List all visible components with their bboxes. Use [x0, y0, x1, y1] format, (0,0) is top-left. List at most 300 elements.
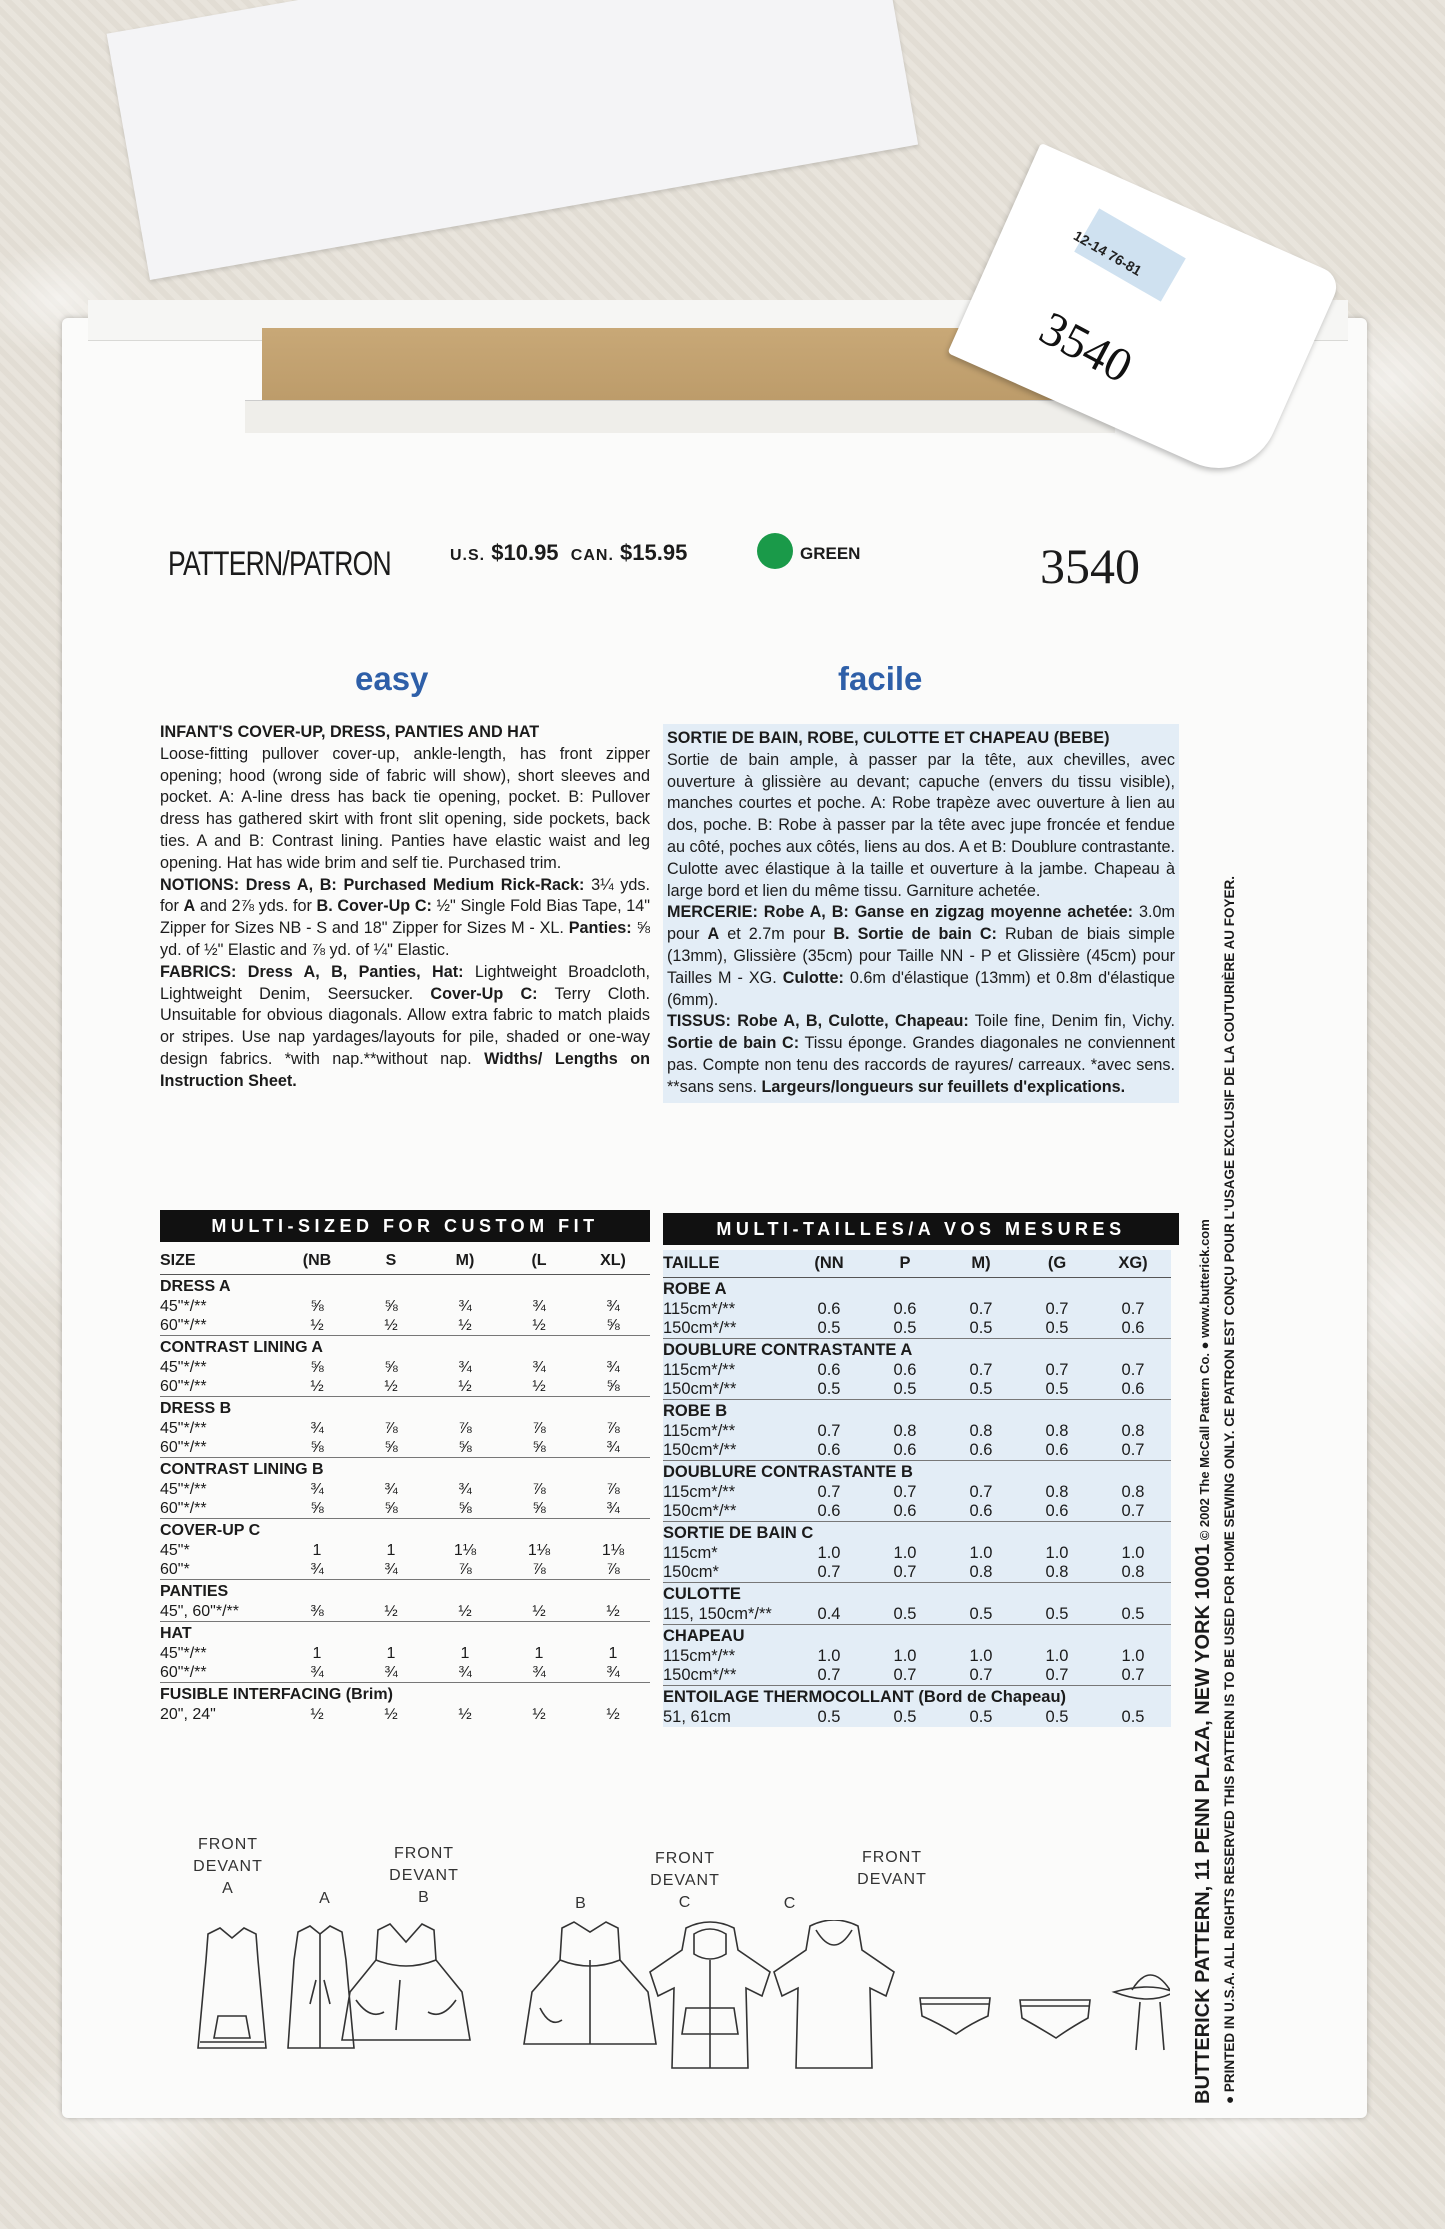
table-header-row	[663, 1250, 1171, 1278]
table-row-label: 60"*/**	[160, 1439, 207, 1456]
table-row-label: 150cm*/**	[663, 1666, 737, 1684]
table-cell: ⅝	[384, 1298, 398, 1315]
size-tag-sizes: 12-14 76-81	[1071, 227, 1145, 279]
label-front-c	[645, 1848, 725, 1914]
notions-label: NOTIONS: Dress A, B: Purchased Medium Rick-Rack:	[160, 875, 585, 894]
table-cell: 0.5	[817, 1380, 841, 1398]
pattern-label: PATTERN/PATRON	[168, 545, 391, 583]
english-notions	[160, 875, 650, 962]
table-cell: 0.6	[1045, 1441, 1069, 1459]
table-row-label: 115, 150cm*/**	[663, 1605, 772, 1623]
table-cell: 1⅛	[527, 1542, 551, 1559]
dress-a-front-sketch	[198, 1928, 266, 2048]
table-cell: 0.6	[817, 1441, 841, 1459]
table-cell: ⅞	[384, 1420, 398, 1437]
table-row-label: 60"*/**	[160, 1500, 207, 1517]
table-row-label: 115cm*/**	[663, 1300, 736, 1318]
table-cell: 1.0	[893, 1544, 917, 1562]
table-row-label: 45", 60"*/**	[160, 1603, 239, 1620]
table-cell: 0.8	[1045, 1563, 1069, 1581]
table-cell: ⅞	[532, 1561, 546, 1578]
table-row-label: 60"*/**	[160, 1378, 207, 1395]
pattern-number: 3540	[1040, 538, 1140, 594]
table-section-name: DRESS B	[160, 1397, 650, 1420]
notions-text-1: 3¼ yds. for	[160, 875, 650, 916]
table-row	[663, 1647, 1171, 1666]
table-cell: 1	[460, 1645, 470, 1662]
table-row	[663, 1422, 1171, 1441]
table-cell: ¾	[532, 1359, 546, 1376]
table-section-row	[160, 1336, 650, 1359]
table-cell: ¾	[606, 1359, 620, 1376]
table-section-name: PANTIES	[160, 1580, 650, 1603]
table-header-cell: SIZE	[160, 1247, 280, 1275]
table-cell: ½	[532, 1378, 546, 1395]
table-cell: 0.5	[1121, 1605, 1145, 1623]
table-row-label: 150cm*/**	[663, 1502, 737, 1520]
table-section-row	[160, 1458, 650, 1481]
table-cell: 1⅛	[453, 1542, 477, 1559]
french-mercerie	[667, 902, 1175, 1011]
table-row	[663, 1380, 1171, 1400]
table-header-cell: M)	[428, 1247, 502, 1275]
table-row	[663, 1605, 1171, 1625]
table-cell: ⅝	[310, 1500, 324, 1517]
mercerie-text-4: 0.6m d'élastique (13mm) et 0.8m d'élastique (6mm).	[667, 968, 1175, 1009]
table-cell: ¾	[606, 1439, 620, 1456]
table-cell: ⅝	[310, 1439, 324, 1456]
label-front-panties-fr: DEVANT	[857, 1871, 927, 1888]
hat-sketch	[1114, 1975, 1170, 2050]
table-cell: 0.8	[1121, 1563, 1145, 1581]
table-row-label: 51, 61cm	[663, 1708, 731, 1726]
table-cell: 1⅛	[601, 1542, 625, 1559]
table-row-label: 115cm*/**	[663, 1647, 736, 1665]
table-row-label: 60"*/**	[160, 1664, 207, 1681]
mercerie-text-3: Ruban de biais simple (13mm), Glissière (35cm) pour Taille NN - P et Glissière (45cm) pour Tailles M - XG.	[667, 925, 1175, 987]
table-row	[160, 1438, 650, 1458]
size-tag-number: 3540	[1031, 301, 1141, 394]
table-row-label: 45"*/**	[160, 1420, 207, 1437]
table-row-label: 115cm*/**	[663, 1361, 736, 1379]
table-cell: 0.8	[1045, 1483, 1069, 1501]
table-cell: ⅞	[458, 1561, 472, 1578]
table-cell: 0.5	[893, 1319, 917, 1337]
table-header-cell: (NN	[791, 1250, 867, 1278]
copyright-line: © 2002 The McCall Pattern Co. ● www.butterick.com	[1197, 1219, 1212, 1544]
table-cell: ¾	[310, 1481, 324, 1498]
table-cell: 0.6	[1121, 1319, 1145, 1337]
garment-sketches	[170, 1920, 1170, 2070]
notions-c-label: Cover-Up C:	[332, 897, 432, 916]
table-section-name: CHAPEAU	[663, 1625, 1171, 1648]
fabrics-c-label: Cover-Up C:	[430, 984, 538, 1003]
table-cell: ¾	[606, 1500, 620, 1517]
table-row	[663, 1563, 1171, 1583]
table-cell: 0.5	[1045, 1380, 1069, 1398]
table-cell: 0.6	[1045, 1502, 1069, 1520]
table-cell: ⅞	[606, 1481, 620, 1498]
mercerie-label: MERCERIE: Robe A, B: Ganse en zigzag moyenne achetée:	[667, 903, 1134, 922]
table-cell: 0.7	[969, 1361, 993, 1379]
can-label: CAN.	[570, 547, 614, 564]
us-price: $10.95	[491, 540, 559, 565]
mercerie-view-b: B.	[833, 925, 850, 944]
label-back-a: A	[319, 1890, 331, 1907]
tissus-text-2: Tissu éponge. Grandes diagonales ne conviennent pas. Compte non tenu des raccords de rayures/ carreaux. *avec sens. **sans sens.	[667, 1034, 1175, 1096]
table-header-cell: XL)	[576, 1247, 650, 1275]
mercerie-text-2: et 2.7m pour	[719, 925, 834, 944]
tissus-c-label: Sortie de bain C:	[667, 1034, 800, 1053]
table-cell: ¾	[532, 1298, 546, 1315]
table-cell: 0.7	[1045, 1361, 1069, 1379]
label-back-b: B	[575, 1895, 587, 1912]
label-front-panties-en: FRONT	[861, 1849, 923, 1866]
mercerie-view-a: A	[707, 925, 720, 944]
table-cell: ⅝	[458, 1500, 472, 1517]
legal-notice: ● PRINTED IN U.S.A. ALL RIGHTS RESERVED THIS PATTERN IS TO BE USED FOR HOME SEWING ONLY. CE PATRON EST CONÇU POUR L'USAGE EXCLUSIF DE LA COUTURIÈRE AU FOYER.	[1222, 876, 1237, 2104]
table-cell: 0.7	[817, 1422, 841, 1440]
dress-b-back-sketch	[524, 1922, 656, 2044]
table-row-label: 45"*	[160, 1542, 190, 1559]
table-cell: 0.7	[1121, 1502, 1145, 1520]
english-table	[160, 1247, 650, 1724]
table-section-row	[663, 1583, 1171, 1606]
table-cell: ⅝	[606, 1317, 620, 1334]
table-row-label: 60"*/**	[160, 1317, 207, 1334]
tissus-text-1: Toile fine, Denim fin, Vichy.	[968, 1012, 1175, 1031]
table-cell: 0.5	[969, 1708, 993, 1726]
table-row	[160, 1499, 650, 1519]
fabrics-end: Widths/ Lengths on Instruction Sheet.	[160, 1049, 650, 1090]
french-tissus	[667, 1011, 1175, 1098]
english-body: Loose-fitting pullover cover-up, ankle-length, has front zipper opening; hood (wrong side of fabric will show), short sleeves and pocket. A: A-line dress has back tie opening, pocket. B: Pullover dress has gathered skirt with front slit opening, side pockets, back ties. A and B: Contrast lining. Panties have elastic waist and leg opening. Hat has wide brim and self tie. Purchased trim.	[160, 744, 650, 872]
table-section-row	[160, 1519, 650, 1542]
table-cell: ¾	[384, 1664, 398, 1681]
table-header-cell: P	[867, 1250, 943, 1278]
table-cell: ⅝	[310, 1359, 324, 1376]
table-cell: 0.6	[893, 1441, 917, 1459]
label-front-c-en: FRONT	[654, 1850, 716, 1867]
table-row	[160, 1644, 650, 1663]
table-section-row	[663, 1522, 1171, 1545]
table-cell: ¾	[532, 1664, 546, 1681]
french-body: Sortie de bain ample, à passer par la tête, aux chevilles, avec ouverture à glissière au devant; capuche (envers du tissu visible), manches courtes et poche. A: Robe trapèze avec ouverture à lien au dos, poche. B: Robe à passer par la tête avec jupe froncée et fendue au côté, poches aux côtés, liens au dos. A et B: Doublure contrastante. Culotte avec élastique à la taille et ouverture à la jambe. Chapeau à large bord et lien du même tissu. Garniture achetée.	[667, 750, 1175, 900]
table-cell: 0.6	[817, 1361, 841, 1379]
table-cell: 0.8	[969, 1422, 993, 1440]
tissus-label: TISSUS: Robe A, B, Culotte, Chapeau:	[667, 1012, 969, 1031]
table-row-label: 115cm*/**	[663, 1483, 736, 1501]
table-cell: ½	[458, 1706, 472, 1723]
table-section-name: DRESS A	[160, 1277, 231, 1295]
fabrics-label: FABRICS: Dress A, B, Panties, Hat:	[160, 962, 464, 981]
table-cell: 0.7	[1121, 1361, 1145, 1379]
table-row	[160, 1316, 650, 1336]
panties-back-sketch	[1020, 2000, 1090, 2038]
heading-easy: easy	[355, 660, 429, 697]
table-cell: 0.6	[969, 1502, 993, 1520]
table-cell: 0.6	[817, 1502, 841, 1520]
insert-sheet	[245, 400, 1115, 433]
table-cell: ¾	[458, 1359, 472, 1376]
table-cell: 0.5	[1045, 1319, 1069, 1337]
table-cell: ½	[310, 1317, 324, 1334]
table-cell: 1.0	[817, 1544, 841, 1562]
table-cell: ⅞	[606, 1561, 620, 1578]
table-cell: 0.5	[969, 1380, 993, 1398]
table-section-name: CONTRAST LINING A	[160, 1336, 650, 1359]
table-cell: 0.7	[969, 1300, 993, 1318]
table-cell: ¾	[606, 1298, 620, 1315]
color-dot-icon	[757, 533, 793, 569]
cover-up-c-back-sketch	[774, 1920, 894, 2068]
table-cell: ⅝	[384, 1500, 398, 1517]
table-cell: 1.0	[1045, 1647, 1069, 1665]
table-cell: 0.5	[817, 1708, 841, 1726]
publisher-address	[1192, 1219, 1215, 2104]
color-label: GREEN	[800, 544, 861, 563]
english-table-banner: MULTI-SIZED FOR CUSTOM FIT	[160, 1210, 650, 1242]
table-header-cell: (NB	[280, 1247, 354, 1275]
table-section-name: ENTOILAGE THERMOCOLLANT (Bord de Chapeau)	[663, 1686, 1171, 1709]
table-cell: 0.8	[1045, 1422, 1069, 1440]
table-section-row	[663, 1278, 1171, 1301]
table-section-name: FUSIBLE INTERFACING (Brim)	[160, 1683, 650, 1706]
table-cell: ½	[458, 1603, 472, 1620]
table-row	[160, 1358, 650, 1377]
table-row-label: 45"*/**	[160, 1298, 207, 1315]
table-cell: 0.6	[893, 1361, 917, 1379]
table-cell: ½	[606, 1706, 620, 1723]
table-row	[663, 1361, 1171, 1380]
notions-text-4: ⅝ yd. of ½" Elastic and ⅞ yd. of ¼" Elastic.	[160, 919, 650, 959]
label-front-b-view: B	[418, 1889, 430, 1906]
table-row-label: 150cm*/**	[663, 1441, 737, 1459]
table-cell: 1	[312, 1542, 322, 1559]
table-section-row	[160, 1275, 650, 1298]
table-cell: ½	[310, 1706, 324, 1723]
table-row	[663, 1544, 1171, 1563]
table-header-cell: TAILLE	[663, 1250, 791, 1278]
table-cell: ⅝	[384, 1439, 398, 1456]
table-cell: 0.5	[1045, 1708, 1069, 1726]
tissus-end: Largeurs/longueurs sur feuillets d'explications.	[761, 1077, 1126, 1096]
label-front-b-en: FRONT	[393, 1845, 455, 1862]
table-cell: 0.5	[969, 1319, 993, 1337]
label-front-c-fr: DEVANT	[650, 1872, 720, 1889]
label-back-c: C	[783, 1895, 797, 1912]
table-header-cell: (G	[1019, 1250, 1095, 1278]
table-cell: 1.0	[817, 1647, 841, 1665]
table-header-cell: (L	[502, 1247, 576, 1275]
table-cell: 0.7	[817, 1666, 841, 1684]
table-row-label: 150cm*/**	[663, 1319, 737, 1337]
notions-view-b: B.	[316, 897, 333, 916]
table-cell: 1	[312, 1645, 322, 1662]
table-header-cell: M)	[943, 1250, 1019, 1278]
label-front-b	[384, 1843, 464, 1909]
table-header-row	[160, 1247, 650, 1275]
table-header-cell: S	[354, 1247, 428, 1275]
table-section-name: CONTRAST LINING B	[160, 1458, 650, 1481]
fabrics-text-2: Terry Cloth. Unsuitable for obvious diagonals. Allow extra fabric to match plaids or stripes. Use nap yardages/layouts for pile, shaded or one-way design fabrics. *with nap.**without nap.	[160, 984, 651, 1068]
table-row	[160, 1560, 650, 1580]
table-cell: 0.5	[893, 1708, 917, 1726]
table-cell: 0.7	[817, 1483, 841, 1501]
table-cell: ¾	[458, 1664, 472, 1681]
table-row	[160, 1663, 650, 1683]
can-price: $15.95	[620, 540, 688, 565]
table-row-label: 60"*	[160, 1561, 190, 1578]
french-table	[663, 1250, 1171, 1727]
table-cell: ½	[310, 1378, 324, 1395]
table-row	[160, 1541, 650, 1560]
table-row-label: 115cm*	[663, 1544, 718, 1562]
table-cell: 1.0	[1045, 1544, 1069, 1562]
heading-facile: facile	[838, 660, 923, 697]
table-cell: ½	[384, 1378, 398, 1395]
table-cell: ⅝	[384, 1359, 398, 1376]
table-cell: 0.5	[817, 1319, 841, 1337]
table-cell: ¾	[310, 1561, 324, 1578]
table-cell: ½	[532, 1603, 546, 1620]
table-section-row	[160, 1622, 650, 1645]
table-row	[663, 1666, 1171, 1686]
table-cell: 0.7	[1121, 1666, 1145, 1684]
table-cell: ¾	[384, 1481, 398, 1498]
table-row	[160, 1602, 650, 1622]
table-cell: 1	[386, 1645, 396, 1662]
table-row-label: 45"*/**	[160, 1481, 207, 1498]
table-row	[663, 1441, 1171, 1461]
table-cell: ¾	[310, 1420, 324, 1437]
table-row	[663, 1483, 1171, 1502]
table-cell: 0.5	[969, 1605, 993, 1623]
table-cell: 1.0	[969, 1647, 993, 1665]
table-section-name: COVER-UP C	[160, 1519, 650, 1542]
panties-front-sketch	[920, 1998, 990, 2034]
table-cell: 0.7	[893, 1666, 917, 1684]
table-row-label: 150cm*	[663, 1563, 719, 1581]
french-title: SORTIE DE BAIN, ROBE, CULOTTE ET CHAPEAU (BEBE)	[667, 729, 1110, 747]
table-cell: 1	[534, 1645, 544, 1662]
table-row	[160, 1705, 650, 1724]
table-cell: 0.8	[969, 1563, 993, 1581]
table-section-row	[663, 1625, 1171, 1648]
table-cell: ½	[532, 1706, 546, 1723]
table-cell: 0.8	[893, 1422, 917, 1440]
table-section-name: DOUBLURE CONTRASTANTE B	[663, 1461, 1171, 1484]
french-table-banner: MULTI-TAILLES/A VOS MESURES	[663, 1213, 1179, 1245]
mercerie-c-label: Sortie de bain C:	[849, 925, 997, 944]
table-cell: 0.6	[893, 1300, 917, 1318]
label-front-c-view: C	[678, 1894, 692, 1911]
table-section-name: HAT	[160, 1622, 650, 1645]
table-section-name: SORTIE DE BAIN C	[663, 1522, 1171, 1545]
dress-b-front-sketch	[342, 1924, 470, 2040]
table-cell: ½	[606, 1603, 620, 1620]
table-cell: ¾	[310, 1664, 324, 1681]
table-cell: ½	[458, 1317, 472, 1334]
table-cell: 0.5	[1121, 1708, 1145, 1726]
table-cell: ⅝	[606, 1378, 620, 1395]
table-header-cell: XG)	[1095, 1250, 1171, 1278]
table-cell: 1	[386, 1542, 396, 1559]
english-title: INFANT'S COVER-UP, DRESS, PANTIES AND HAT	[160, 723, 540, 741]
english-yardage-table	[160, 1247, 650, 1724]
table-section-name: ROBE A	[663, 1279, 727, 1298]
table-row	[663, 1502, 1171, 1522]
table-cell: 0.7	[969, 1483, 993, 1501]
table-row	[160, 1377, 650, 1397]
table-cell: 0.7	[1121, 1441, 1145, 1459]
english-fabrics	[160, 962, 650, 1093]
french-description	[663, 724, 1179, 1103]
table-section-name: DOUBLURE CONTRASTANTE A	[663, 1339, 1171, 1362]
table-cell: ⅞	[532, 1481, 546, 1498]
table-section-row	[160, 1580, 650, 1603]
table-row-label: 20", 24"	[160, 1706, 216, 1723]
table-cell: 0.7	[1045, 1300, 1069, 1318]
table-row	[663, 1300, 1171, 1319]
table-cell: ⅝	[310, 1298, 324, 1315]
table-cell: 0.6	[969, 1441, 993, 1459]
table-cell: ½	[384, 1317, 398, 1334]
table-cell: 0.7	[1121, 1300, 1145, 1318]
table-row	[160, 1480, 650, 1499]
table-cell: ½	[384, 1706, 398, 1723]
notions-text-2: and 2⅞ yds. for	[195, 897, 317, 916]
table-row-label: 115cm*/**	[663, 1422, 736, 1440]
publisher-line: BUTTERICK PATTERN, 11 PENN PLAZA, NEW YORK 10001	[1192, 1543, 1214, 2104]
table-row	[663, 1319, 1171, 1339]
table-cell: 1.0	[1121, 1647, 1145, 1665]
table-cell: ½	[458, 1378, 472, 1395]
table-cell: 0.5	[893, 1605, 917, 1623]
mercerie-culotte-label: Culotte:	[782, 968, 844, 987]
french-yardage-table	[663, 1250, 1171, 1727]
label-front-a-fr: DEVANT	[193, 1858, 263, 1875]
table-section-row	[160, 1397, 650, 1420]
table-cell: 0.7	[893, 1483, 917, 1501]
table-row	[160, 1419, 650, 1438]
cover-up-c-front-sketch	[650, 1922, 770, 2068]
table-cell: ⅜	[310, 1603, 324, 1620]
table-cell: 0.4	[817, 1605, 841, 1623]
table-cell: 0.6	[893, 1502, 917, 1520]
table-cell: 0.6	[1121, 1380, 1145, 1398]
english-description	[160, 722, 650, 1093]
table-cell: ½	[532, 1317, 546, 1334]
table-row	[160, 1297, 650, 1316]
table-cell: ⅝	[532, 1500, 546, 1517]
table-cell: ¾	[606, 1664, 620, 1681]
table-cell: ⅝	[532, 1439, 546, 1456]
notions-panties-label: Panties:	[568, 919, 632, 938]
table-row-label: 150cm*/**	[663, 1380, 737, 1398]
us-label: U.S.	[450, 547, 486, 564]
table-cell: 1	[608, 1645, 618, 1662]
table-cell: 1.0	[969, 1544, 993, 1562]
label-front-panties	[852, 1847, 932, 1891]
table-cell: 0.7	[893, 1563, 917, 1581]
label-front-b-fr: DEVANT	[389, 1867, 459, 1884]
table-row-label: 45"*/**	[160, 1359, 207, 1376]
notions-view-a: A	[183, 897, 196, 916]
table-cell: ⅞	[458, 1420, 472, 1437]
table-cell: 1.0	[1121, 1544, 1145, 1562]
label-front-a-en: FRONT	[197, 1836, 259, 1853]
